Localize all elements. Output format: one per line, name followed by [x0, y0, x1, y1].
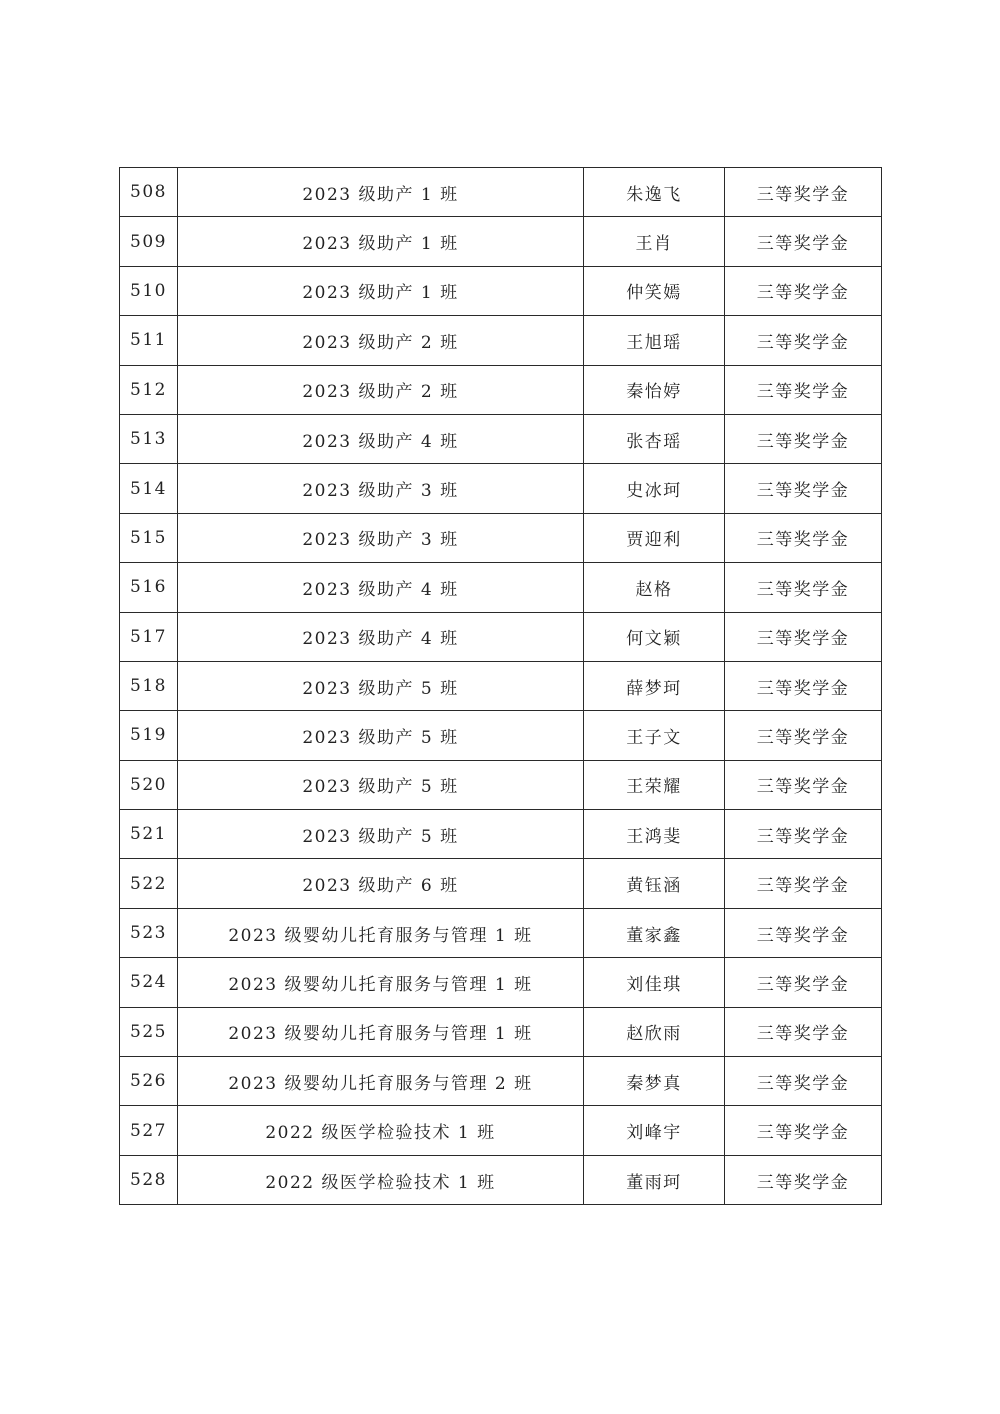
award-level: 三等奖学金	[725, 810, 882, 859]
student-name: 何文颖	[584, 612, 725, 661]
row-number: 517	[120, 612, 178, 661]
class-name: 2023 级助产 1 班	[178, 266, 584, 315]
award-level: 三等奖学金	[725, 316, 882, 365]
table-row	[120, 563, 882, 612]
table-row	[120, 266, 882, 315]
student-name: 张杏瑶	[584, 414, 725, 463]
student-name: 赵欣雨	[584, 1007, 725, 1056]
class-name: 2023 级助产 5 班	[178, 760, 584, 809]
student-name: 刘峰宇	[584, 1106, 725, 1155]
student-name: 王旭瑶	[584, 316, 725, 365]
student-name: 薛梦珂	[584, 661, 725, 710]
row-number: 509	[120, 217, 178, 266]
table-row	[120, 958, 882, 1007]
award-level: 三等奖学金	[725, 513, 882, 562]
award-level: 三等奖学金	[725, 1057, 882, 1106]
class-name: 2023 级助产 4 班	[178, 563, 584, 612]
table-row	[120, 464, 882, 513]
class-name: 2023 级助产 1 班	[178, 168, 584, 217]
class-name: 2023 级婴幼儿托育服务与管理 2 班	[178, 1057, 584, 1106]
row-number: 511	[120, 316, 178, 365]
table-row	[120, 760, 882, 809]
award-level: 三等奖学金	[725, 464, 882, 513]
award-level: 三等奖学金	[725, 1007, 882, 1056]
student-name: 王鸿斐	[584, 810, 725, 859]
award-level: 三等奖学金	[725, 711, 882, 760]
award-level: 三等奖学金	[725, 266, 882, 315]
student-name: 赵格	[584, 563, 725, 612]
row-number: 524	[120, 958, 178, 1007]
row-number: 522	[120, 859, 178, 908]
award-level: 三等奖学金	[725, 859, 882, 908]
class-name: 2023 级助产 1 班	[178, 217, 584, 266]
student-name: 王肖	[584, 217, 725, 266]
row-number: 513	[120, 414, 178, 463]
table-row	[120, 1007, 882, 1056]
class-name: 2022 级医学检验技术 1 班	[178, 1155, 584, 1204]
table-row	[120, 908, 882, 957]
class-name: 2023 级婴幼儿托育服务与管理 1 班	[178, 908, 584, 957]
class-name: 2023 级助产 5 班	[178, 661, 584, 710]
row-number: 521	[120, 810, 178, 859]
row-number: 523	[120, 908, 178, 957]
table-row	[120, 513, 882, 562]
table-row	[120, 1106, 882, 1155]
award-level: 三等奖学金	[725, 168, 882, 217]
row-number: 510	[120, 266, 178, 315]
row-number: 527	[120, 1106, 178, 1155]
row-number: 519	[120, 711, 178, 760]
award-level: 三等奖学金	[725, 1106, 882, 1155]
class-name: 2023 级婴幼儿托育服务与管理 1 班	[178, 1007, 584, 1056]
student-name: 刘佳琪	[584, 958, 725, 1007]
award-level: 三等奖学金	[725, 760, 882, 809]
table-row	[120, 859, 882, 908]
table-row	[120, 168, 882, 217]
class-name: 2023 级助产 3 班	[178, 513, 584, 562]
class-name: 2023 级婴幼儿托育服务与管理 1 班	[178, 958, 584, 1007]
class-name: 2023 级助产 5 班	[178, 711, 584, 760]
row-number: 520	[120, 760, 178, 809]
class-name: 2023 级助产 5 班	[178, 810, 584, 859]
student-name: 秦怡婷	[584, 365, 725, 414]
class-name: 2022 级医学检验技术 1 班	[178, 1106, 584, 1155]
table-body	[120, 168, 882, 1205]
student-name: 朱逸飞	[584, 168, 725, 217]
row-number: 515	[120, 513, 178, 562]
class-name: 2023 级助产 2 班	[178, 316, 584, 365]
table-row	[120, 414, 882, 463]
student-name: 贾迎利	[584, 513, 725, 562]
class-name: 2023 级助产 2 班	[178, 365, 584, 414]
class-name: 2023 级助产 4 班	[178, 414, 584, 463]
award-level: 三等奖学金	[725, 217, 882, 266]
scholarship-table	[119, 167, 882, 1205]
table-row	[120, 1155, 882, 1204]
row-number: 512	[120, 365, 178, 414]
row-number: 528	[120, 1155, 178, 1204]
student-name: 王荣耀	[584, 760, 725, 809]
student-name: 仲笑嫣	[584, 266, 725, 315]
class-name: 2023 级助产 3 班	[178, 464, 584, 513]
table-row	[120, 217, 882, 266]
award-level: 三等奖学金	[725, 958, 882, 1007]
table-row	[120, 661, 882, 710]
row-number: 508	[120, 168, 178, 217]
table-row	[120, 316, 882, 365]
award-level: 三等奖学金	[725, 365, 882, 414]
award-level: 三等奖学金	[725, 1155, 882, 1204]
row-number: 514	[120, 464, 178, 513]
student-name: 秦梦真	[584, 1057, 725, 1106]
table-row	[120, 711, 882, 760]
class-name: 2023 级助产 6 班	[178, 859, 584, 908]
table-row	[120, 810, 882, 859]
student-name: 董家鑫	[584, 908, 725, 957]
student-name: 黄钰涵	[584, 859, 725, 908]
award-level: 三等奖学金	[725, 563, 882, 612]
row-number: 516	[120, 563, 178, 612]
table-row	[120, 365, 882, 414]
table-row	[120, 1057, 882, 1106]
award-level: 三等奖学金	[725, 612, 882, 661]
student-name: 史冰珂	[584, 464, 725, 513]
row-number: 526	[120, 1057, 178, 1106]
award-level: 三等奖学金	[725, 414, 882, 463]
award-level: 三等奖学金	[725, 908, 882, 957]
student-name: 王子文	[584, 711, 725, 760]
row-number: 525	[120, 1007, 178, 1056]
student-name: 董雨珂	[584, 1155, 725, 1204]
class-name: 2023 级助产 4 班	[178, 612, 584, 661]
row-number: 518	[120, 661, 178, 710]
award-level: 三等奖学金	[725, 661, 882, 710]
table-row	[120, 612, 882, 661]
